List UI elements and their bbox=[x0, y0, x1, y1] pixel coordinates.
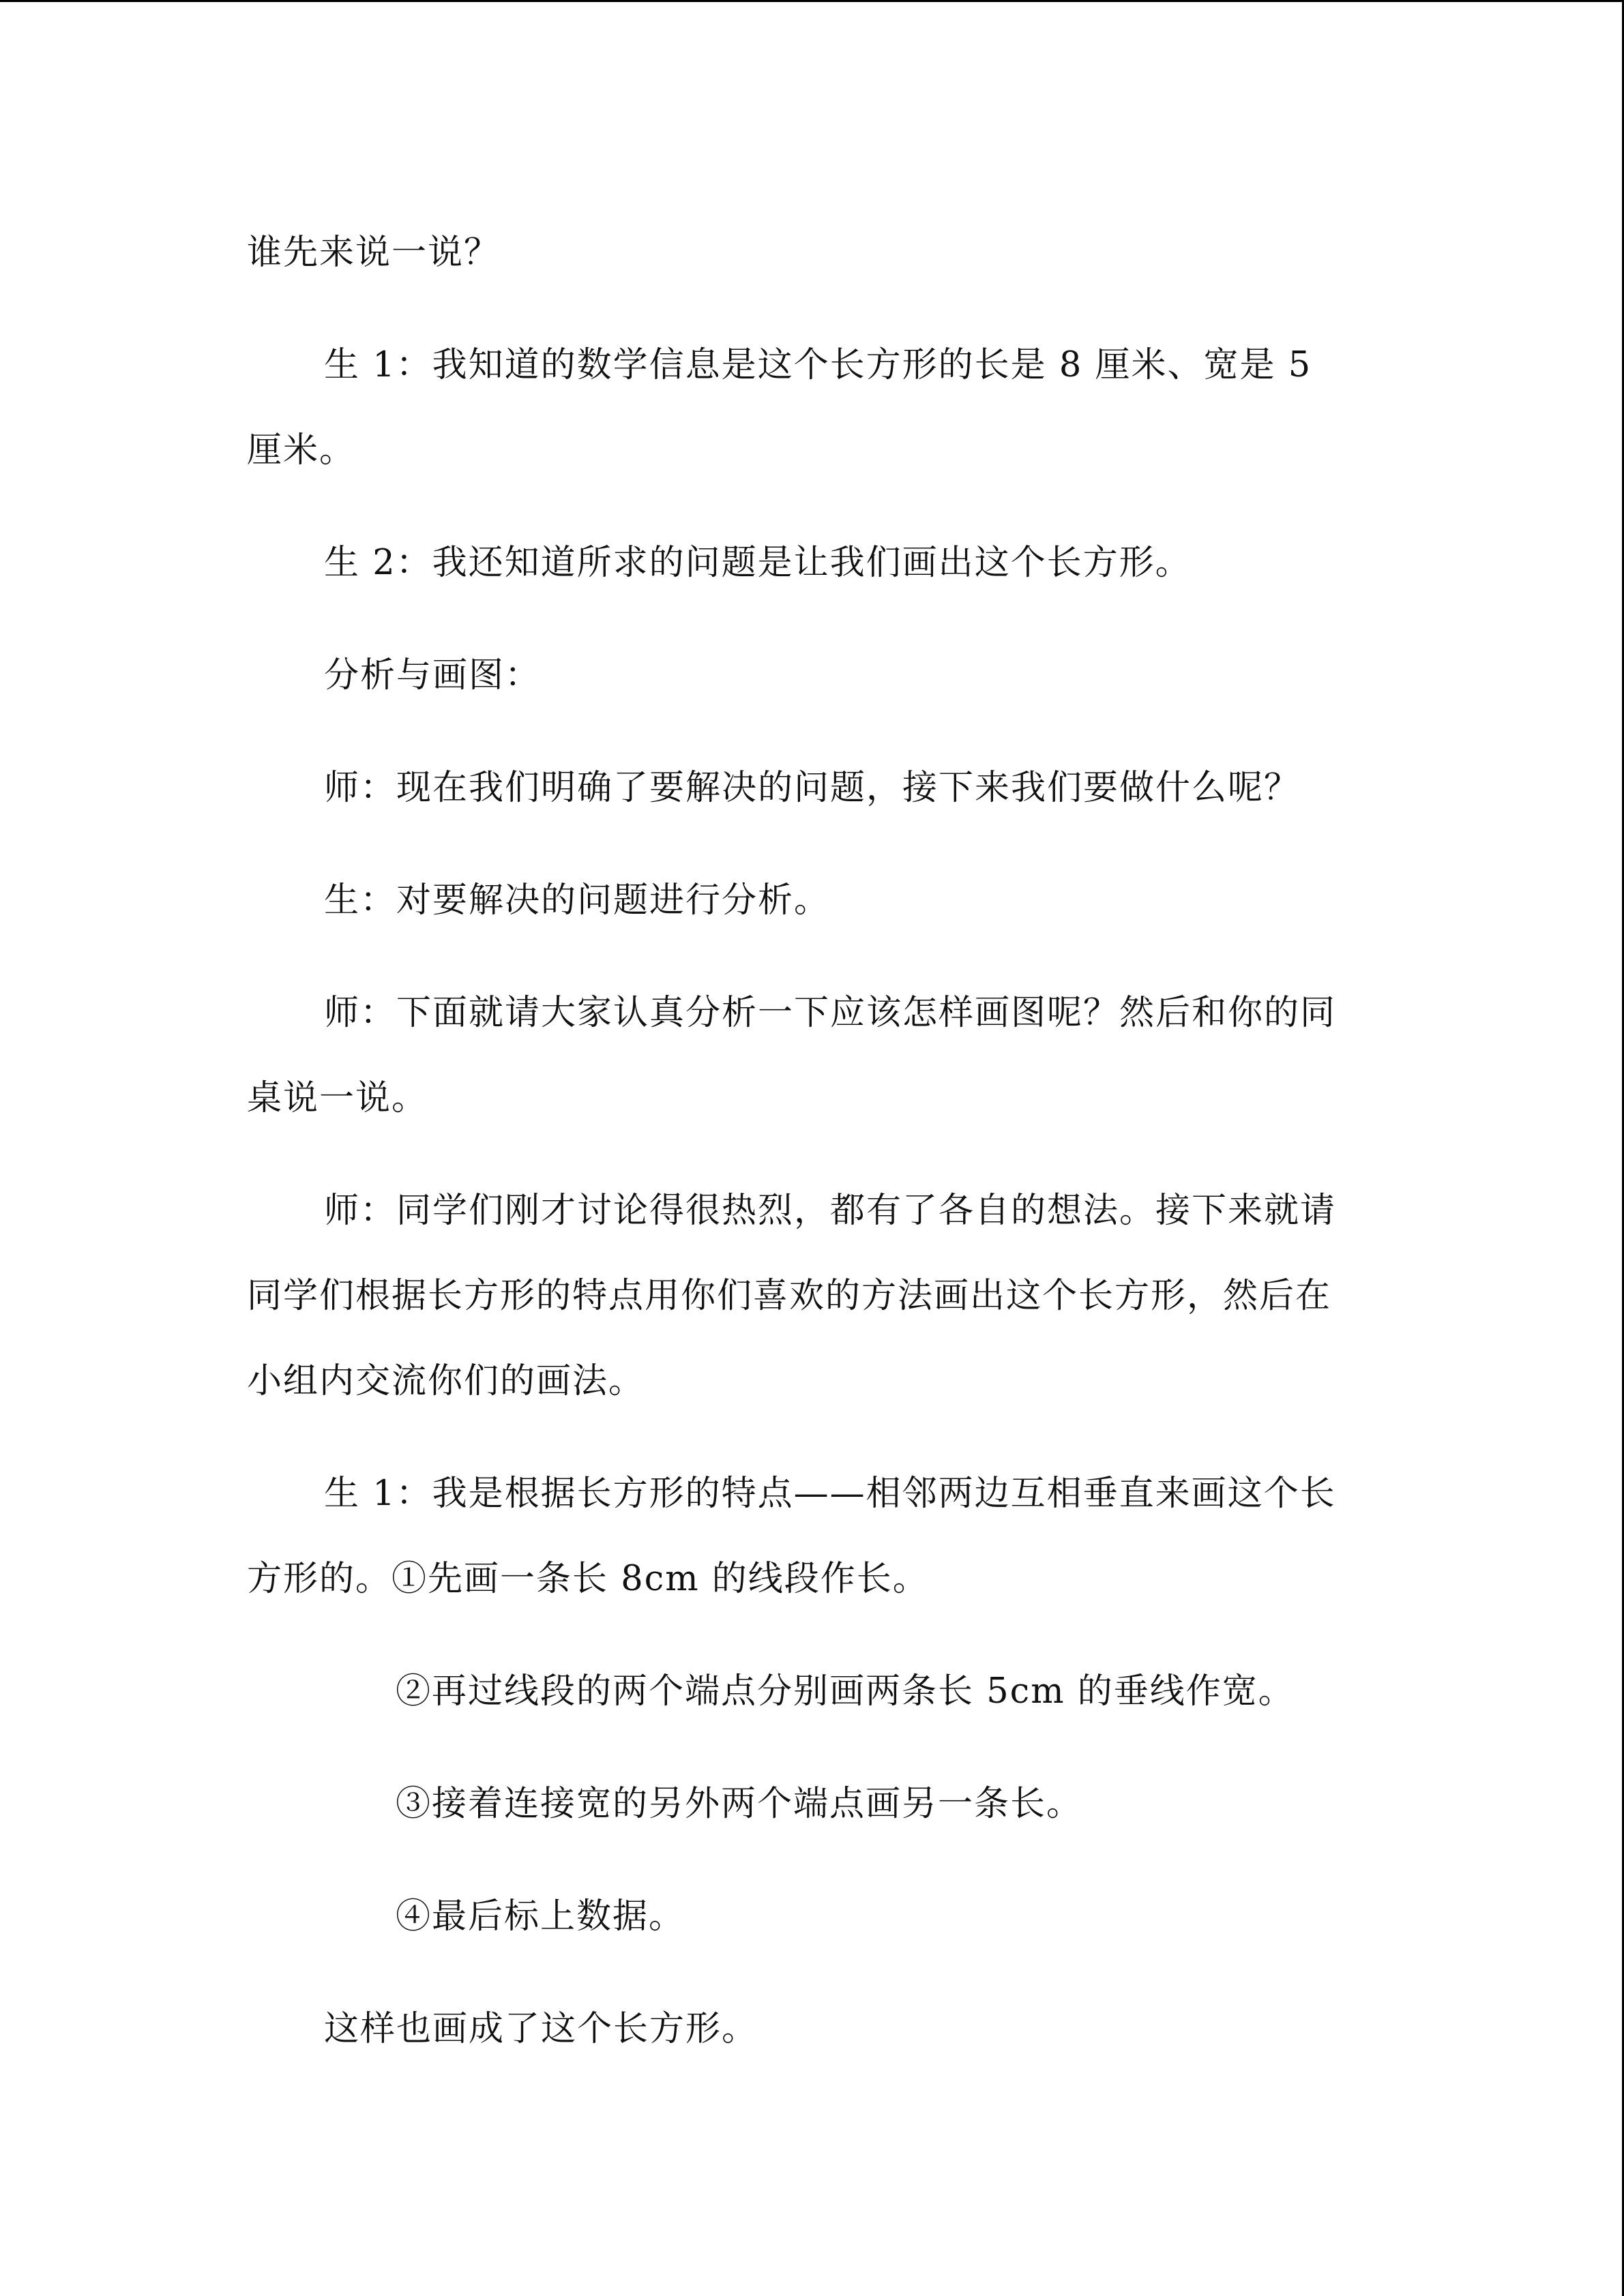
paragraph-teacher-analyze: 师：下面就请大家认真分析一下应该怎样画图呢？然后和你的同桌说一说。 bbox=[247, 993, 1337, 1118]
paragraph-teacher-draw: 师：同学们刚才讨论得很热烈，都有了各自的想法。接下来就请同学们根据长方形的特点用你们喜欢的方法画出这个长方形，然后在小组内交流你们的画法。 bbox=[247, 1191, 1337, 1401]
paragraph-section-heading: 分析与画图： bbox=[324, 655, 542, 696]
paragraph-student2-question: 生 2：我还知道所求的问题是让我们画出这个长方形。 bbox=[324, 543, 1192, 583]
paragraph-student1-method: 生 1：我是根据长方形的特点——相邻两边互相垂直来画这个长方形的。①先画一条长 8cm 的线段作长。 bbox=[247, 1474, 1336, 1599]
paragraph-student1-info: 生 1：我知道的数学信息是这个长方形的长是 8 厘米、宽是 5 厘米。 bbox=[247, 345, 1325, 471]
paragraph-intro-question: 谁先来说一说？ bbox=[247, 233, 501, 273]
paragraph-conclusion: 这样也画成了这个长方形。 bbox=[324, 2009, 758, 2049]
document-body bbox=[247, 210, 1359, 2072]
paragraph-teacher-next-step: 师：现在我们明确了要解决的问题，接下来我们要做什么呢？ bbox=[324, 768, 1301, 808]
paragraph-step-4: ④最后标上数据。 bbox=[396, 1896, 685, 1937]
paragraph-step-2: ②再过线段的两个端点分别画两条长 5cm 的垂线作宽。 bbox=[396, 1671, 1295, 1712]
paragraph-student-analysis: 生：对要解决的问题进行分析。 bbox=[324, 880, 831, 921]
paragraph-step-3: ③接着连接宽的另外两个端点画另一条长。 bbox=[396, 1784, 1083, 1824]
